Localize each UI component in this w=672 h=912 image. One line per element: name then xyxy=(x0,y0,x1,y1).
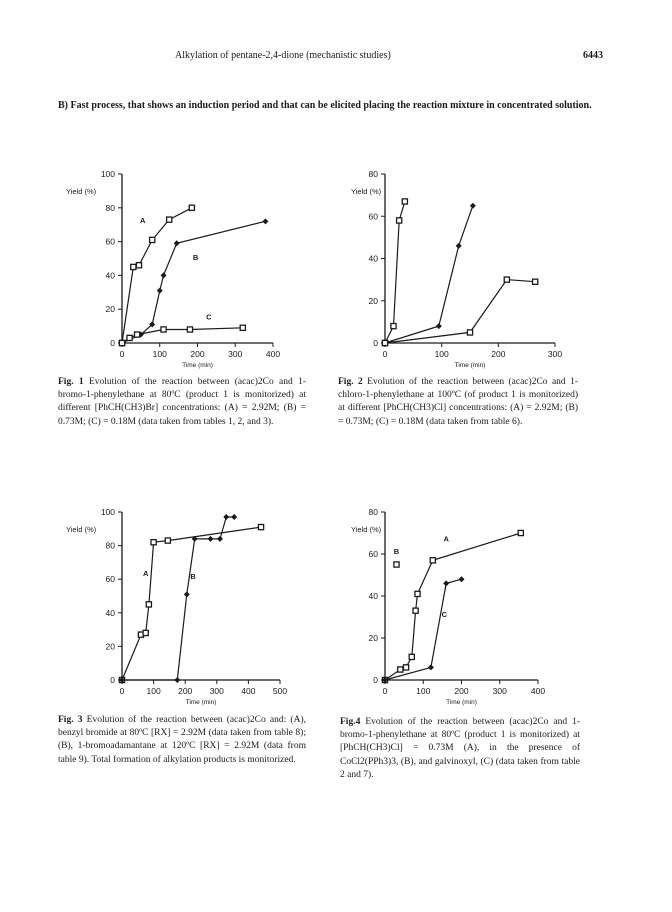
y-tick-label: 20 xyxy=(368,295,378,306)
data-point-square xyxy=(146,602,151,607)
y-tick-label: 60 xyxy=(105,574,115,585)
figure-4-caption xyxy=(340,716,580,782)
x-tick-label: 100 xyxy=(146,686,161,696)
y-tick-label: 40 xyxy=(105,607,115,618)
figure-3 xyxy=(50,498,310,713)
figure-1 xyxy=(50,160,310,375)
series-label: C xyxy=(441,610,447,619)
data-point-square xyxy=(136,263,141,268)
figure-4 xyxy=(335,498,595,713)
data-point-diamond xyxy=(207,536,213,542)
data-point-diamond xyxy=(184,591,190,597)
x-tick-label: 300 xyxy=(547,349,563,359)
figure-2-caption xyxy=(338,376,578,429)
series-label: A xyxy=(142,568,149,578)
x-tick-label: 300 xyxy=(492,686,507,696)
x-tick-label: 0 xyxy=(382,686,388,696)
data-point-square xyxy=(409,654,414,659)
data-point-square xyxy=(518,530,523,535)
y-axis-label: Yield (%) xyxy=(351,186,382,196)
y-tick-label: 80 xyxy=(105,540,115,551)
y-tick-label: 60 xyxy=(368,549,378,559)
data-point-square xyxy=(143,630,148,635)
series-label: C xyxy=(206,312,212,322)
x-tick-label: 400 xyxy=(241,686,256,696)
data-point-square xyxy=(402,199,407,204)
figure-2-plot xyxy=(335,160,595,375)
x-tick-label: 100 xyxy=(434,349,449,359)
series-line xyxy=(385,206,473,343)
series-line xyxy=(122,527,261,680)
x-axis-label: Time (min) xyxy=(446,699,477,706)
data-point-square xyxy=(258,525,263,530)
x-axis-label: Time (min) xyxy=(454,362,486,369)
figure-1-caption-text: Evolution of the reaction between (acac)2Co and 1-bromo-1-phenylethane at 80ºC (product 1 is monitorized) at different [PhCH(CH3)Br] concentrations: (A) = 2.92M; (B) = 0.73M; (C) = 0.18M (data taken from tables 1, 2, and 3). xyxy=(58,377,306,427)
data-point-diamond xyxy=(231,514,237,520)
running-title: Alkylation of pentane-2,4-dione (mechanistic studies) xyxy=(175,50,391,61)
y-tick-label: 0 xyxy=(110,338,115,348)
y-axis-label: Yield (%) xyxy=(66,186,97,196)
series-label: B xyxy=(192,253,199,263)
y-tick-label: 40 xyxy=(105,270,115,281)
figure-1-label: Fig. 1 xyxy=(58,377,84,387)
data-point-square xyxy=(150,237,155,242)
data-point-square xyxy=(504,277,509,282)
y-tick-label: 60 xyxy=(105,236,115,247)
data-point-diamond xyxy=(459,576,465,582)
data-point-square xyxy=(187,327,192,332)
x-tick-label: 0 xyxy=(119,686,125,696)
data-point-square xyxy=(394,562,399,567)
x-tick-label: 400 xyxy=(265,349,281,359)
data-point-diamond xyxy=(174,240,180,246)
data-point-square xyxy=(415,591,420,596)
series-line xyxy=(385,533,521,680)
data-point-square xyxy=(161,327,166,332)
figure-2-caption-text: Evolution of the reaction between (acac)2Co and 1-chloro-1-phenylethane at 100ºC (of product 1 is monitorized) at different [PhCH(CH3)Cl] concentrations: (A) = 2.92M; (B) = 0.73M; (C) = 0.18M (data taken from table 6). xyxy=(338,377,578,427)
y-tick-label: 80 xyxy=(368,507,378,517)
data-point-square xyxy=(403,665,408,670)
data-point-diamond xyxy=(157,288,163,294)
data-point-square xyxy=(391,324,396,329)
series-line xyxy=(122,208,192,343)
y-tick-label: 0 xyxy=(373,675,378,685)
data-point-diamond xyxy=(436,323,442,329)
figure-3-plot xyxy=(50,498,310,713)
y-axis-label: Yield (%) xyxy=(66,524,97,534)
intro-paragraph: B) Fast process, that shows an induction period and that can be elicited placing the reaction mixture in concentrated solution. xyxy=(58,100,592,111)
data-point-square xyxy=(397,218,402,223)
data-point-square xyxy=(119,340,124,345)
data-point-square xyxy=(151,540,156,545)
series-label: A xyxy=(443,534,449,544)
y-tick-label: 0 xyxy=(110,675,115,685)
series-label: A xyxy=(140,216,146,226)
x-tick-label: 200 xyxy=(454,686,469,696)
data-point-square xyxy=(413,608,418,613)
data-point-square xyxy=(165,538,170,543)
data-point-diamond xyxy=(174,677,180,683)
series-label: B xyxy=(190,572,196,582)
figure-3-caption-text: Evolution of the reaction between (acac)2Co and: (A), benzyl bromide at 80ºC [RX] = 2.92M (data taken from table 8); (B), 1-bromoadamantane at 120ºC [RX] = 2.92M (data from table 9). Total formation of alkylation products is monitorized. xyxy=(58,715,306,765)
x-tick-label: 100 xyxy=(416,686,431,696)
data-point-square xyxy=(382,340,387,345)
y-tick-label: 0 xyxy=(373,338,378,348)
figure-1-plot xyxy=(50,160,310,375)
page-number: 6443 xyxy=(583,50,603,61)
figure-2-label: Fig. 2 xyxy=(338,377,363,387)
y-tick-label: 20 xyxy=(105,641,115,652)
data-point-square xyxy=(189,205,194,210)
series-line xyxy=(385,280,535,343)
series-line xyxy=(122,517,234,680)
figure-1-caption xyxy=(58,376,306,429)
figure-4-plot xyxy=(335,498,595,713)
figure-4-label: Fig.4 xyxy=(340,717,361,727)
data-point-square xyxy=(467,330,472,335)
x-axis-label: Time (min) xyxy=(185,699,217,706)
y-axis-label: Yield (%) xyxy=(351,524,382,534)
data-point-diamond xyxy=(470,203,476,209)
y-tick-label: 100 xyxy=(100,507,115,517)
x-tick-label: 200 xyxy=(178,686,193,696)
data-point-square xyxy=(240,325,245,330)
page-header xyxy=(0,50,672,66)
figure-3-label: Fig. 3 xyxy=(58,715,83,725)
data-point-diamond xyxy=(161,272,167,278)
data-point-square xyxy=(131,264,136,269)
data-point-diamond xyxy=(217,536,223,542)
figure-2 xyxy=(335,160,595,375)
y-tick-label: 20 xyxy=(368,633,378,643)
data-point-diamond xyxy=(223,514,229,520)
x-tick-label: 200 xyxy=(491,349,506,359)
data-point-diamond xyxy=(428,664,434,670)
data-point-square xyxy=(135,332,140,337)
data-point-diamond xyxy=(262,218,268,224)
x-tick-label: 300 xyxy=(228,349,243,359)
x-tick-label: 400 xyxy=(530,686,546,696)
figure-4-caption-text: Evolution of the reaction between (acac)2Co and 1-bromo-1-phenylethane at 80ºC (product 1 is monitorized) at [PhCH(CH3)Cl] = 0.73M (A), in the presence of CoCl2(PPh3)3, (B), and galvinoxyl, (C) (data taken from table 2 and 7). xyxy=(340,717,580,780)
x-tick-label: 200 xyxy=(190,349,205,359)
x-tick-label: 500 xyxy=(272,686,288,696)
data-point-diamond xyxy=(443,580,449,586)
y-tick-label: 20 xyxy=(105,304,115,315)
x-axis-label: Time (min) xyxy=(182,362,213,369)
data-point-square xyxy=(398,667,403,672)
y-tick-label: 100 xyxy=(100,169,115,179)
x-tick-label: 0 xyxy=(119,349,125,359)
x-tick-label: 0 xyxy=(382,349,388,359)
x-tick-label: 100 xyxy=(152,349,167,359)
y-tick-label: 80 xyxy=(368,169,378,179)
data-point-diamond xyxy=(456,243,462,249)
x-tick-label: 300 xyxy=(209,686,224,696)
y-tick-label: 40 xyxy=(368,253,378,264)
series-line xyxy=(385,579,462,680)
y-tick-label: 80 xyxy=(105,202,115,213)
data-point-square xyxy=(127,335,132,340)
data-point-square xyxy=(167,217,172,222)
series-label: B xyxy=(393,547,400,556)
data-point-square xyxy=(430,558,435,563)
y-tick-label: 40 xyxy=(368,591,378,601)
data-point-square xyxy=(533,279,538,284)
figure-3-caption xyxy=(58,714,306,767)
y-tick-label: 60 xyxy=(368,211,378,222)
